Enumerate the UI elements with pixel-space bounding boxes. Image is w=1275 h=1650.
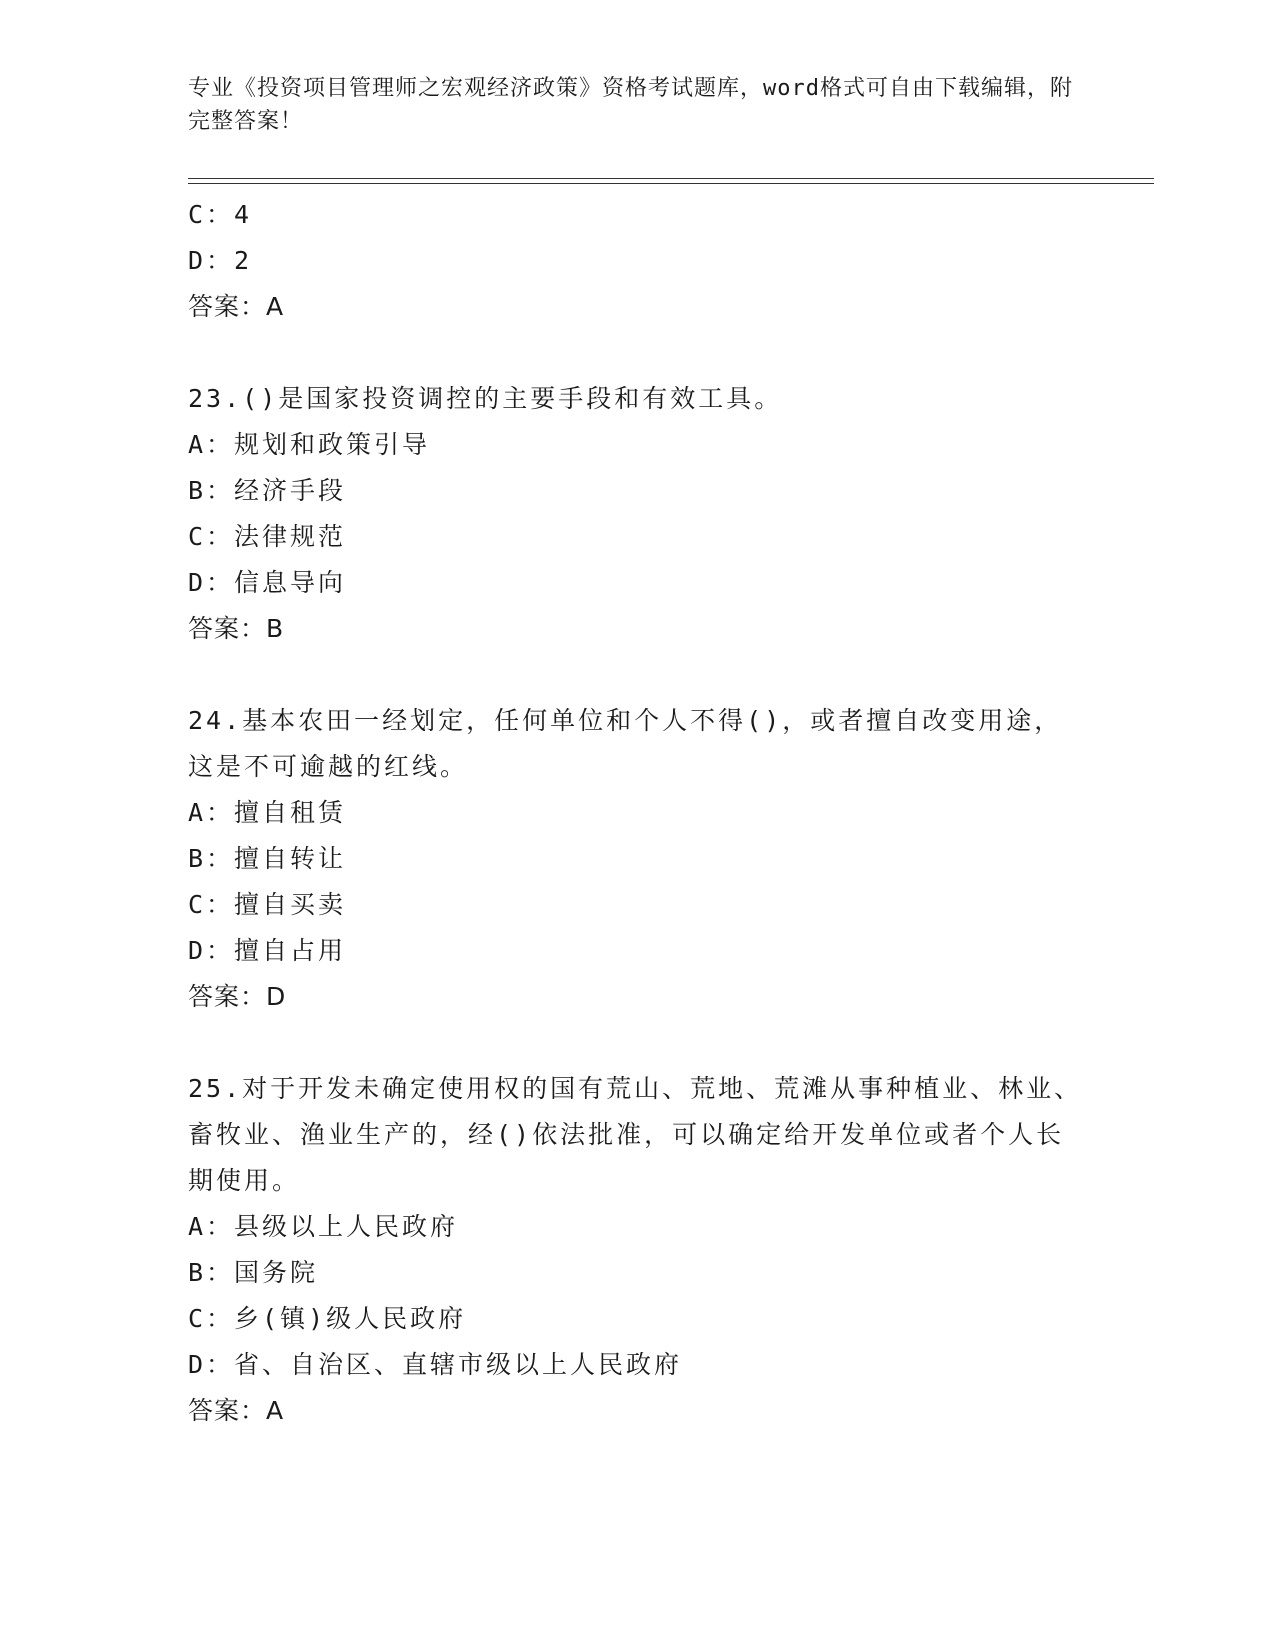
option-d: D：擅自占用	[188, 936, 347, 965]
question-23	[188, 376, 1088, 652]
option-d: D：省、自治区、直辖市级以上人民政府	[188, 1350, 683, 1379]
question-content	[188, 192, 1088, 1434]
option-b: B：擅自转让	[188, 844, 347, 873]
question-text: 25.对于开发未确定使用权的国有荒山、荒地、荒滩从事种植业、林业、畜牧业、渔业生产的，经()依法批准，可以确定给开发单位或者个人长期使用。	[188, 1074, 1083, 1195]
option-a: A：规划和政策引导	[188, 430, 431, 459]
answer-line: 答案：D	[188, 982, 287, 1011]
option-a: A：县级以上人民政府	[188, 1212, 459, 1241]
question-24	[188, 698, 1088, 1020]
question-25	[188, 1066, 1088, 1434]
option-b: B：国务院	[188, 1258, 319, 1287]
option-d: D：2	[188, 246, 253, 275]
previous-question-tail	[188, 192, 1088, 330]
spacer	[188, 330, 1088, 376]
spacer	[188, 1020, 1088, 1066]
answer-line: 答案：A	[188, 1396, 285, 1425]
option-c: C：法律规范	[188, 522, 347, 551]
option-b: B：经济手段	[188, 476, 347, 505]
header-divider-bottom	[188, 183, 1154, 184]
option-d: D：信息导向	[188, 568, 347, 597]
document-header: 专业《投资项目管理师之宏观经济政策》资格考试题库，word格式可自由下载编辑，附完整答案！	[188, 76, 1073, 134]
header-divider-top	[188, 178, 1154, 179]
question-text: 23.()是国家投资调控的主要手段和有效工具。	[188, 384, 783, 413]
option-c: C：擅自买卖	[188, 890, 347, 919]
option-a: A：擅自租赁	[188, 798, 347, 827]
option-c: C：乡(镇)级人民政府	[188, 1304, 467, 1333]
option-c: C：4	[188, 200, 253, 229]
spacer	[188, 652, 1088, 698]
answer-line: 答案：B	[188, 614, 285, 643]
question-text: 24.基本农田一经划定，任何单位和个人不得()，或者擅自改变用途，这是不可逾越的红线。	[188, 706, 1063, 781]
answer-line: 答案：A	[188, 292, 285, 321]
